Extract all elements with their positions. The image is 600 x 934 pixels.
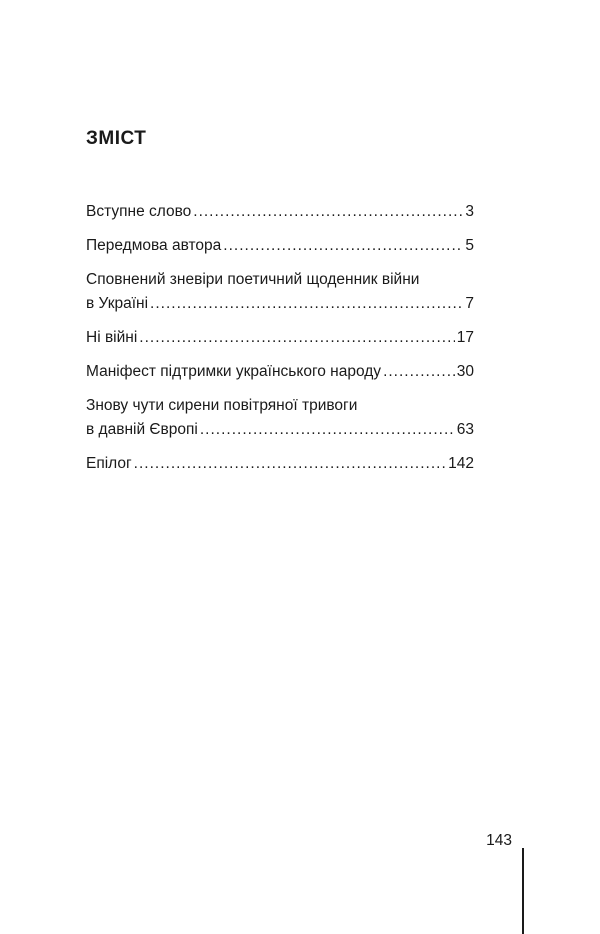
dot-leader xyxy=(150,292,463,316)
toc-entry-diary[interactable] xyxy=(86,268,474,316)
toc-entry-page: 17 xyxy=(456,329,474,346)
toc-entry-preface[interactable] xyxy=(86,234,474,258)
toc-entry-title: в давній Європі xyxy=(86,421,198,438)
toc-entry-page: 30 xyxy=(456,363,474,380)
toc-entry-title: Передмова автора xyxy=(86,237,222,254)
toc-entry-title: Маніфест підтримки українського народу xyxy=(86,363,382,380)
dot-leader xyxy=(139,326,454,350)
dot-leader xyxy=(223,234,463,258)
toc-entry-page: 7 xyxy=(465,295,474,312)
toc-entry-sirens[interactable] xyxy=(86,394,474,442)
toc-entry-page: 63 xyxy=(456,421,474,438)
toc-entry-title-line1: Знову чути сирени повітряної тривоги xyxy=(86,397,358,414)
toc-entry-page: 3 xyxy=(465,203,474,220)
dot-leader xyxy=(200,418,455,442)
toc-entry-manifesto[interactable] xyxy=(86,360,474,384)
toc-entry-title-line1: Сповнений зневіри поетичний щоденник війни xyxy=(86,271,420,288)
toc-entry-title: Ні війні xyxy=(86,329,138,346)
dot-leader xyxy=(193,200,463,224)
toc-entry-title: Вступне слово xyxy=(86,203,192,220)
dot-leader xyxy=(383,360,455,384)
toc-entry-title: Епілог xyxy=(86,455,132,472)
toc-heading: ЗМІСТ xyxy=(86,128,147,149)
toc-entry-page: 5 xyxy=(465,237,474,254)
toc-entry-page: 142 xyxy=(448,455,474,472)
toc-entry-intro[interactable] xyxy=(86,200,474,224)
edge-rule xyxy=(522,848,524,934)
toc-entry-epilogue[interactable] xyxy=(86,452,474,476)
table-of-contents xyxy=(86,200,474,486)
toc-entry-no-war[interactable] xyxy=(86,326,474,350)
dot-leader xyxy=(134,452,446,476)
toc-entry-title: в Україні xyxy=(86,295,149,312)
page-number: 143 xyxy=(486,832,512,849)
